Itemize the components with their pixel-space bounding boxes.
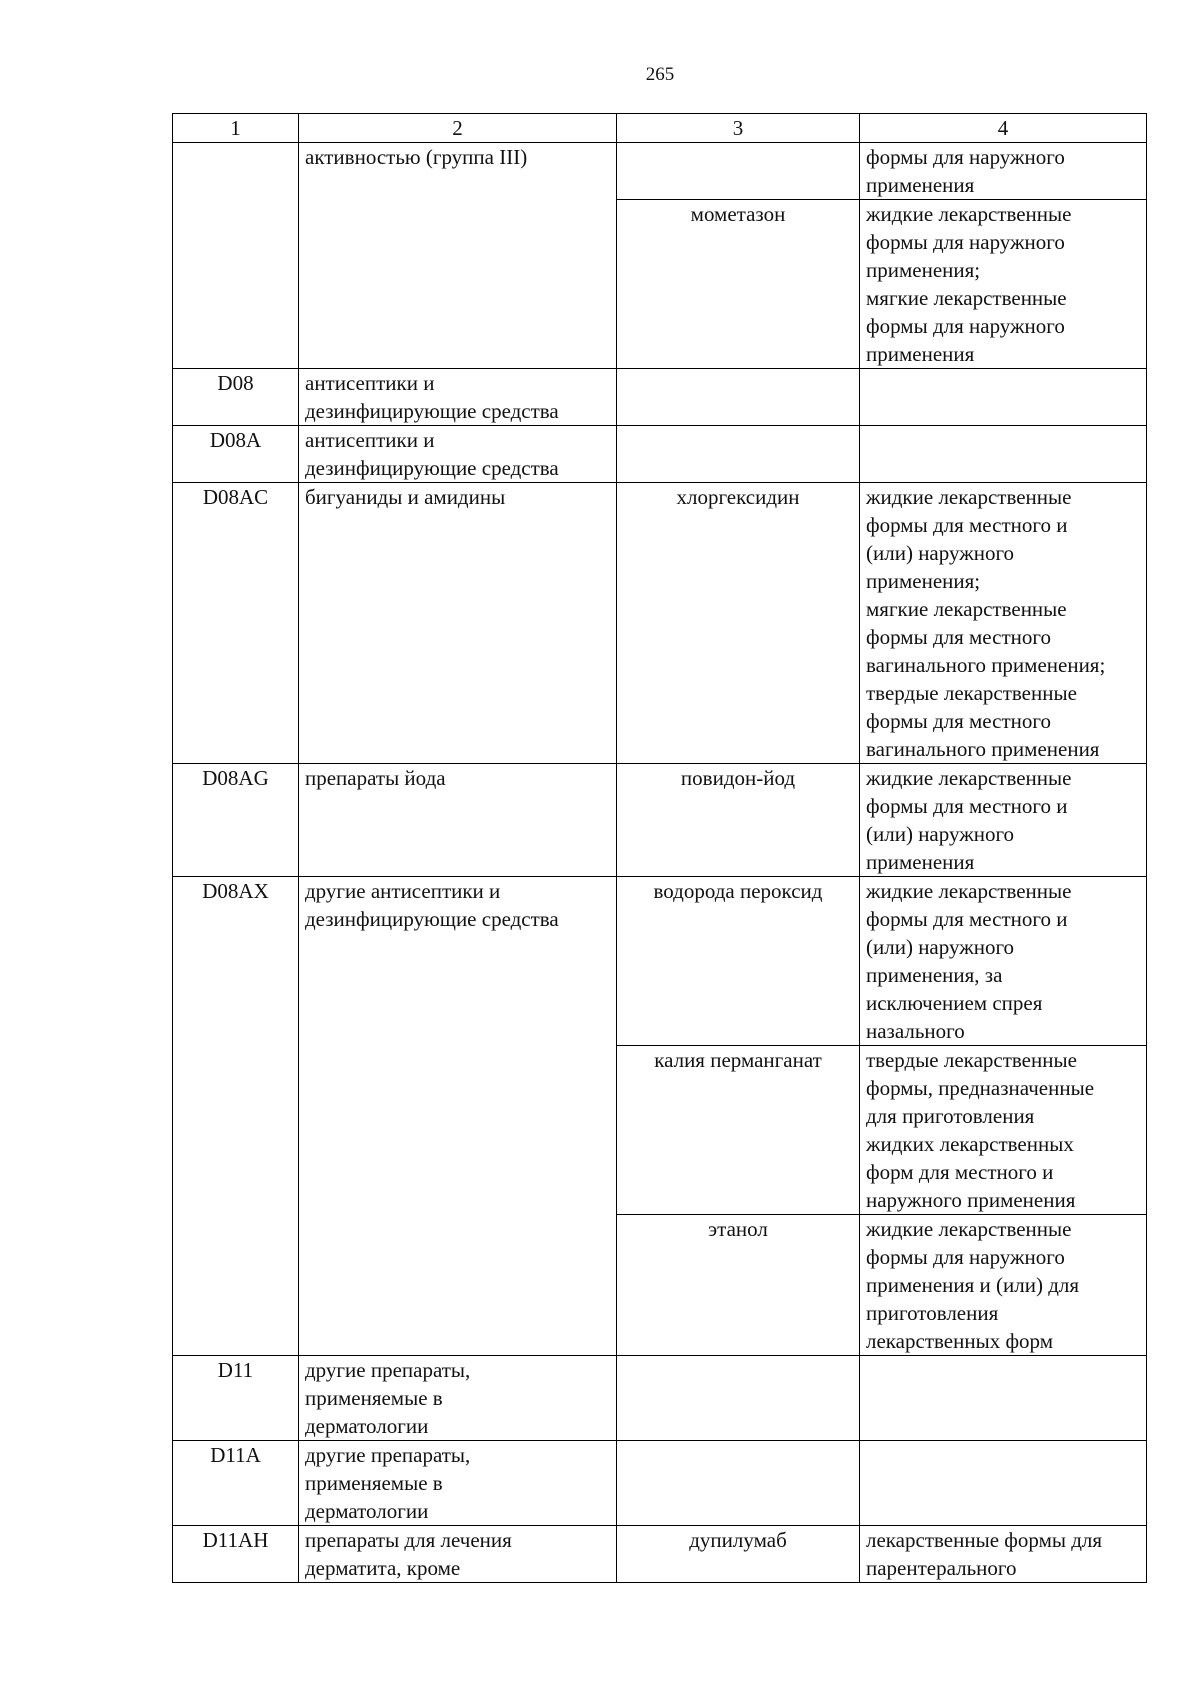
substance-cell (617, 1356, 860, 1441)
forms-cell (860, 1046, 1147, 1215)
group-cell (299, 1441, 617, 1526)
substance-line: повидон-йод (680, 766, 796, 790)
forms-line: мягкие лекарственные (866, 597, 1067, 621)
substance-line: водорода пероксид (653, 879, 823, 903)
forms-line: жидких лекарственных (866, 1132, 1074, 1156)
forms-cell (860, 200, 1147, 369)
forms-cell (860, 369, 1147, 426)
atc-code-cell (173, 143, 299, 369)
group-line: дерматита, кроме (305, 1556, 461, 1580)
forms-line: применения; (866, 569, 981, 593)
atc-table (172, 113, 1147, 1583)
table-row (173, 483, 1147, 764)
forms-cell (860, 1441, 1147, 1526)
forms-cell (860, 1356, 1147, 1441)
forms-line: наружного применения (866, 1188, 1076, 1212)
group-cell (299, 1526, 617, 1583)
group-line: антисептики и (305, 428, 435, 452)
group-line: другие препараты, (305, 1358, 471, 1382)
forms-line: (или) наружного (866, 935, 1015, 959)
table-row (173, 1356, 1147, 1441)
substance-cell (617, 426, 860, 483)
forms-cell (860, 143, 1147, 200)
atc-code-cell: D08AG (173, 764, 299, 877)
group-line: дезинфицирующие средства (305, 907, 559, 931)
table-row (173, 143, 1147, 200)
column-header: 4 (860, 114, 1147, 143)
group-cell (299, 764, 617, 877)
forms-line: применения (866, 342, 975, 366)
group-line: препараты для лечения (305, 1528, 512, 1552)
forms-line: твердые лекарственные (866, 681, 1077, 705)
substance-cell (617, 369, 860, 426)
substance-cell (617, 200, 860, 369)
column-header: 1 (173, 114, 299, 143)
substance-cell (617, 143, 860, 200)
group-line: другие антисептики и (305, 879, 501, 903)
forms-line: исключением спрея (866, 991, 1043, 1015)
table-row (173, 877, 1147, 1046)
substance-line: дупилумаб (689, 1528, 787, 1552)
forms-line: жидкие лекарственные (866, 202, 1072, 226)
group-line: дерматологии (305, 1499, 429, 1523)
forms-line: лекарственных форм (866, 1329, 1054, 1353)
group-cell (299, 426, 617, 483)
substance-line: калия перманганат (654, 1048, 822, 1072)
group-cell (299, 369, 617, 426)
forms-line: вагинального применения; (866, 653, 1106, 677)
group-line: применяемые в (305, 1386, 443, 1410)
atc-code-cell: D08A (173, 426, 299, 483)
group-line: препараты йода (305, 766, 446, 790)
group-cell (299, 877, 617, 1356)
forms-line: применения, за (866, 963, 1003, 987)
forms-line: приготовления (866, 1301, 999, 1325)
forms-cell (860, 426, 1147, 483)
forms-line: формы для местного (866, 625, 1051, 649)
column-header: 3 (617, 114, 860, 143)
forms-line: мягкие лекарственные (866, 286, 1067, 310)
table-row (173, 426, 1147, 483)
forms-line: формы для местного (866, 709, 1051, 733)
group-cell (299, 143, 617, 369)
table-header-row (173, 114, 1147, 143)
page-number: 265 (645, 64, 675, 85)
forms-line: парентерального (866, 1556, 1017, 1580)
group-line: другие препараты, (305, 1443, 471, 1467)
forms-line: (или) наружного (866, 541, 1015, 565)
substance-line: этанол (708, 1217, 768, 1241)
group-line: дезинфицирующие средства (305, 399, 559, 423)
group-line: активностью (группа III) (305, 145, 528, 169)
atc-code-cell: D11 (173, 1356, 299, 1441)
forms-line: (или) наружного (866, 822, 1015, 846)
forms-cell (860, 1526, 1147, 1583)
substance-cell (617, 764, 860, 877)
group-line: применяемые в (305, 1471, 443, 1495)
substance-cell (617, 1526, 860, 1583)
forms-line: применения и (или) для (866, 1273, 1080, 1297)
forms-line: формы для местного и (866, 513, 1068, 537)
forms-cell (860, 1215, 1147, 1356)
column-header: 2 (299, 114, 617, 143)
forms-line: формы для местного и (866, 907, 1068, 931)
forms-line: формы для наружного (866, 314, 1065, 338)
group-line: бигуаниды и амидины (305, 485, 506, 509)
substance-cell (617, 877, 860, 1046)
group-cell (299, 483, 617, 764)
forms-line: формы для наружного (866, 230, 1065, 254)
forms-line: жидкие лекарственные (866, 879, 1072, 903)
forms-line: для приготовления (866, 1104, 1035, 1128)
forms-cell (860, 877, 1147, 1046)
atc-code-cell: D11A (173, 1441, 299, 1526)
group-cell (299, 1356, 617, 1441)
forms-line: применения (866, 173, 975, 197)
group-line: дерматологии (305, 1414, 429, 1438)
forms-line: формы для наружного (866, 145, 1065, 169)
forms-line: формы для наружного (866, 1245, 1065, 1269)
group-line: дезинфицирующие средства (305, 456, 559, 480)
atc-code-cell: D08AX (173, 877, 299, 1356)
table-row (173, 1526, 1147, 1583)
forms-line: формы, предназначенные (866, 1076, 1095, 1100)
forms-cell (860, 483, 1147, 764)
atc-code-cell: D08AC (173, 483, 299, 764)
forms-cell (860, 764, 1147, 877)
forms-line: жидкие лекарственные (866, 1217, 1072, 1241)
atc-code-cell: D11AH (173, 1526, 299, 1583)
table-row (173, 1441, 1147, 1526)
substance-cell (617, 1215, 860, 1356)
forms-line: твердые лекарственные (866, 1048, 1077, 1072)
forms-line: формы для местного и (866, 794, 1068, 818)
substance-cell (617, 1046, 860, 1215)
substance-cell (617, 483, 860, 764)
forms-line: назального (866, 1019, 965, 1043)
group-line: антисептики и (305, 371, 435, 395)
table-row (173, 369, 1147, 426)
forms-line: применения (866, 850, 975, 874)
forms-line: применения; (866, 258, 981, 282)
atc-code-cell: D08 (173, 369, 299, 426)
table-row (173, 764, 1147, 877)
forms-line: вагинального применения (866, 737, 1100, 761)
substance-line: хлоргексидин (676, 485, 800, 509)
forms-line: жидкие лекарственные (866, 485, 1072, 509)
substance-cell (617, 1441, 860, 1526)
forms-line: лекарственные формы для (866, 1528, 1103, 1552)
forms-line: форм для местного и (866, 1160, 1054, 1184)
substance-line: мометазон (690, 202, 786, 226)
forms-line: жидкие лекарственные (866, 766, 1072, 790)
